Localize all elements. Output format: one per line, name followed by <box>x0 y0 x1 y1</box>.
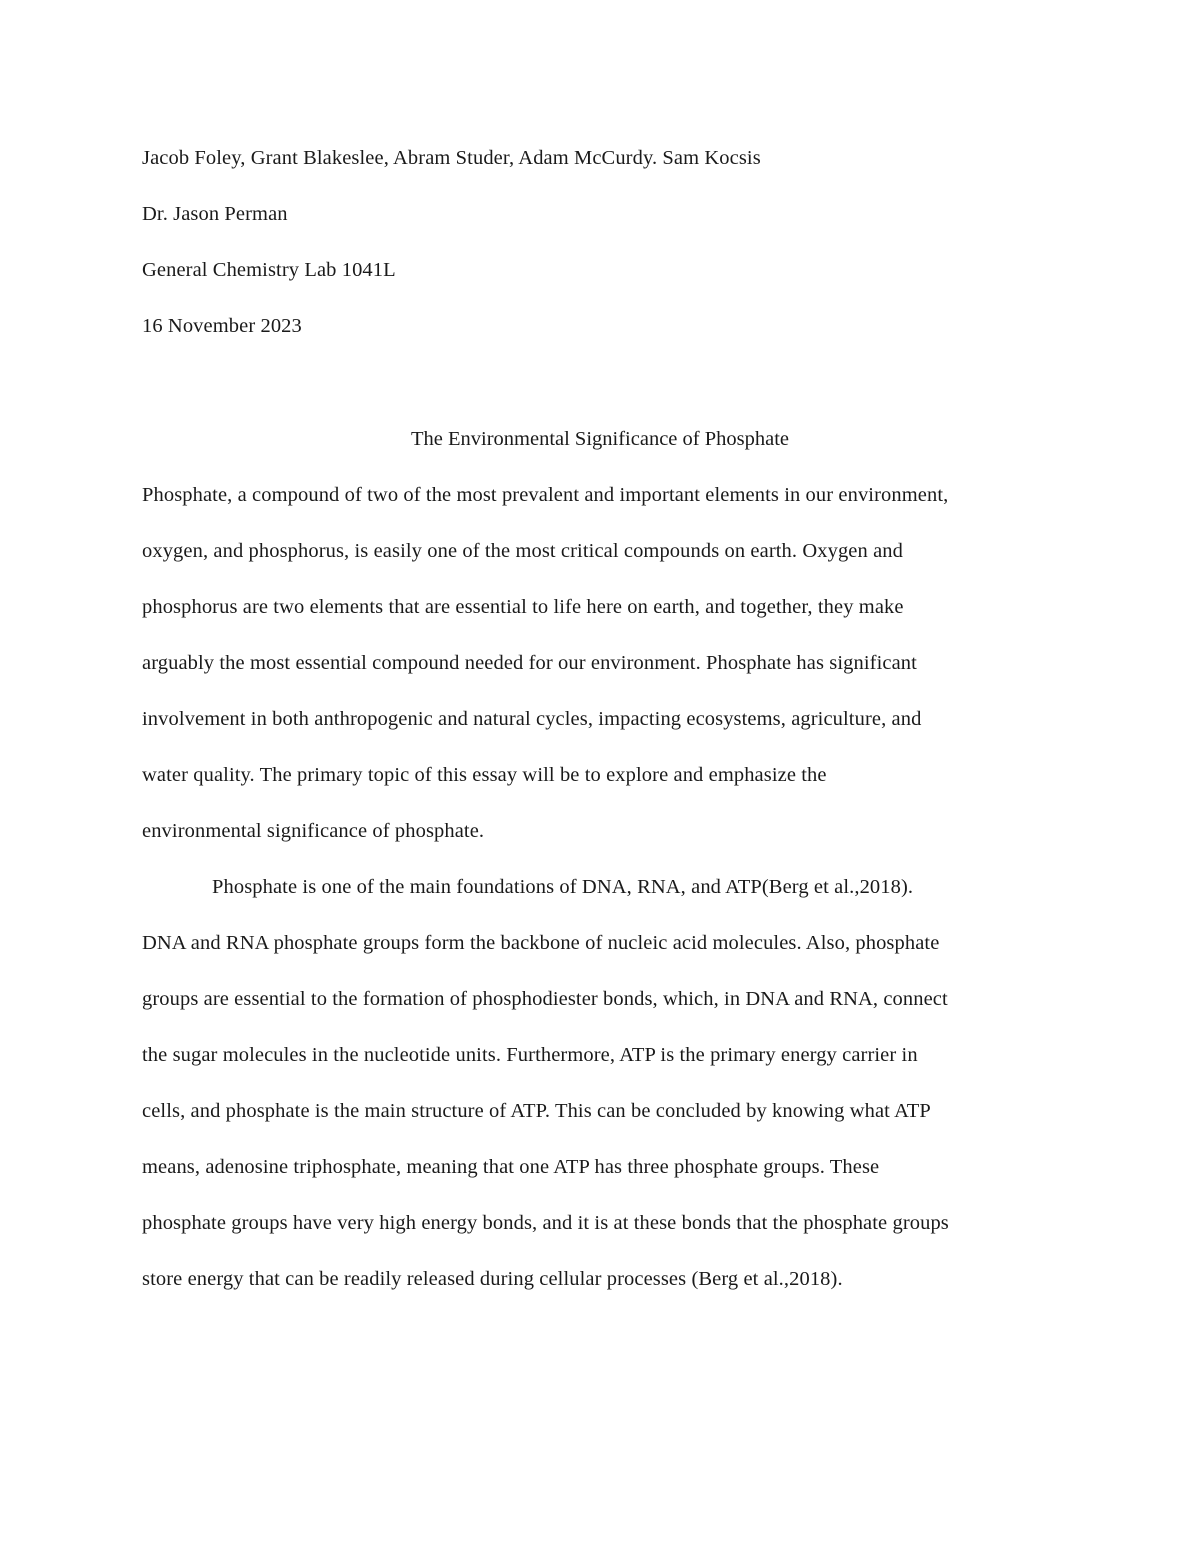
paragraph-line: phosphorus are two elements that are essential to life here on earth, and together, they make <box>142 596 904 618</box>
essay-title: The Environmental Significance of Phosphate <box>410 428 789 450</box>
paragraph-line: phosphate groups have very high energy bonds, and it is at these bonds that the phosphate groups <box>142 1212 949 1234</box>
paragraph-line: involvement in both anthropogenic and natural cycles, impacting ecosystems, agriculture, and <box>142 708 922 730</box>
paragraph-line: arguably the most essential compound needed for our environment. Phosphate has significant <box>142 652 917 674</box>
paragraph-line: Phosphate, a compound of two of the most prevalent and important elements in our environment, <box>142 484 949 506</box>
paragraph-line: cells, and phosphate is the main structure of ATP. This can be concluded by knowing what ATP <box>142 1100 931 1122</box>
paragraph-line: Phosphate is one of the main foundations of DNA, RNA, and ATP(Berg et al.,2018). <box>212 876 914 898</box>
author-names: Jacob Foley, Grant Blakeslee, Abram Studer, Adam McCurdy. Sam Kocsis <box>142 147 761 169</box>
paragraph-line: store energy that can be readily released during cellular processes (Berg et al.,2018). <box>142 1268 843 1290</box>
paragraph-line: the sugar molecules in the nucleotide units. Furthermore, ATP is the primary energy carrier in <box>142 1044 918 1066</box>
paragraph-line: means, adenosine triphosphate, meaning that one ATP has three phosphate groups. These <box>142 1156 880 1178</box>
document-date: 16 November 2023 <box>142 315 302 337</box>
paragraph-line: oxygen, and phosphorus, is easily one of the most critical compounds on earth. Oxygen and <box>142 540 903 562</box>
paragraph-line: water quality. The primary topic of this essay will be to explore and emphasize the <box>142 764 827 786</box>
course-name: General Chemistry Lab 1041L <box>142 259 396 281</box>
paragraph-line: DNA and RNA phosphate groups form the backbone of nucleic acid molecules. Also, phosphate <box>142 932 940 954</box>
instructor-name: Dr. Jason Perman <box>142 203 288 225</box>
paragraph-line: environmental significance of phosphate. <box>142 820 485 842</box>
paragraph-line: groups are essential to the formation of phosphodiester bonds, which, in DNA and RNA, connect <box>142 988 948 1010</box>
